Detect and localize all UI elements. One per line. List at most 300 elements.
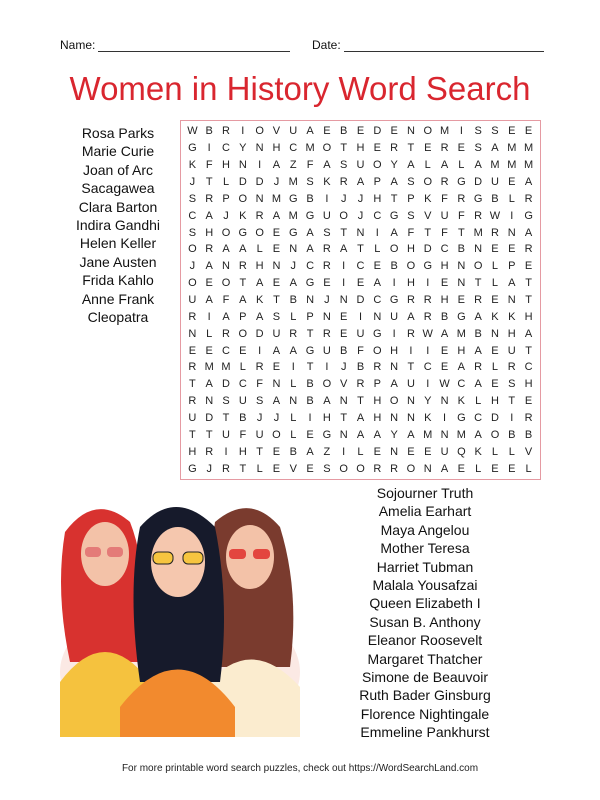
- grid-letter[interactable]: S: [508, 378, 516, 391]
- grid-letter[interactable]: A: [272, 395, 281, 408]
- grid-letter[interactable]: O: [322, 378, 332, 391]
- grid-letter[interactable]: F: [205, 159, 213, 172]
- grid-letter[interactable]: A: [239, 293, 247, 306]
- grid-letter[interactable]: A: [306, 243, 314, 256]
- grid-letter[interactable]: O: [188, 277, 197, 290]
- grid-letter[interactable]: I: [241, 125, 245, 138]
- grid-letter[interactable]: R: [222, 327, 230, 340]
- grid-letter[interactable]: A: [491, 142, 499, 155]
- grid-letter[interactable]: C: [373, 209, 382, 222]
- grid-letter[interactable]: M: [288, 209, 298, 222]
- grid-letter[interactable]: R: [474, 293, 483, 306]
- grid-letter[interactable]: D: [238, 175, 247, 188]
- grid-letter[interactable]: R: [373, 462, 382, 475]
- grid-letter[interactable]: F: [357, 344, 364, 357]
- grid-letter[interactable]: A: [306, 226, 314, 239]
- grid-letter[interactable]: L: [374, 243, 381, 256]
- grid-letter[interactable]: T: [340, 226, 348, 239]
- grid-letter[interactable]: H: [255, 260, 264, 273]
- grid-letter[interactable]: R: [390, 462, 399, 475]
- date-line[interactable]: [344, 40, 544, 52]
- grid-letter[interactable]: B: [508, 428, 516, 441]
- grid-letter[interactable]: N: [406, 395, 415, 408]
- grid-letter[interactable]: A: [524, 327, 533, 340]
- grid-letter[interactable]: V: [272, 125, 281, 138]
- grid-letter[interactable]: A: [289, 344, 297, 357]
- grid-letter[interactable]: E: [272, 361, 281, 374]
- grid-letter[interactable]: R: [322, 243, 331, 256]
- grid-letter[interactable]: L: [508, 445, 515, 458]
- grid-letter[interactable]: T: [340, 142, 348, 155]
- grid-letter[interactable]: R: [474, 209, 483, 222]
- grid-letter[interactable]: G: [389, 293, 399, 306]
- grid-letter[interactable]: H: [406, 277, 415, 290]
- grid-letter[interactable]: U: [188, 293, 197, 306]
- grid-letter[interactable]: G: [373, 327, 382, 340]
- grid-letter[interactable]: P: [373, 175, 381, 188]
- grid-letter[interactable]: J: [290, 260, 296, 273]
- grid-letter[interactable]: L: [222, 175, 230, 188]
- grid-letter[interactable]: R: [188, 361, 197, 374]
- grid-letter[interactable]: C: [188, 209, 197, 222]
- grid-letter[interactable]: N: [507, 293, 516, 306]
- grid-letter[interactable]: O: [406, 260, 416, 273]
- grid-letter[interactable]: T: [457, 226, 465, 239]
- grid-letter[interactable]: H: [490, 395, 499, 408]
- grid-letter[interactable]: R: [440, 175, 449, 188]
- grid-letter[interactable]: R: [289, 327, 298, 340]
- grid-letter[interactable]: N: [306, 293, 315, 306]
- grid-letter[interactable]: T: [340, 411, 348, 424]
- grid-letter[interactable]: E: [272, 462, 281, 475]
- grid-letter[interactable]: H: [390, 344, 399, 357]
- grid-letter[interactable]: D: [356, 293, 365, 306]
- grid-letter[interactable]: B: [457, 243, 466, 256]
- grid-letter[interactable]: R: [255, 209, 264, 222]
- grid-letter[interactable]: A: [205, 209, 213, 222]
- grid-letter[interactable]: E: [390, 125, 398, 138]
- grid-letter[interactable]: U: [322, 209, 331, 222]
- grid-letter[interactable]: D: [423, 243, 432, 256]
- grid-letter[interactable]: U: [406, 378, 415, 391]
- grid-letter[interactable]: E: [272, 445, 281, 458]
- grid-letter[interactable]: C: [238, 378, 247, 391]
- grid-letter[interactable]: M: [204, 361, 214, 374]
- grid-letter[interactable]: J: [189, 260, 196, 273]
- grid-letter[interactable]: P: [239, 310, 247, 323]
- grid-letter[interactable]: P: [222, 192, 230, 205]
- grid-letter[interactable]: U: [440, 209, 449, 222]
- grid-letter[interactable]: G: [389, 209, 399, 222]
- grid-letter[interactable]: H: [524, 378, 533, 391]
- grid-letter[interactable]: R: [406, 293, 415, 306]
- grid-letter[interactable]: O: [188, 243, 197, 256]
- grid-letter[interactable]: T: [390, 192, 398, 205]
- grid-letter[interactable]: Y: [239, 142, 247, 155]
- grid-letter[interactable]: E: [491, 378, 499, 391]
- grid-letter[interactable]: E: [356, 125, 365, 138]
- grid-letter[interactable]: O: [373, 159, 382, 172]
- grid-letter[interactable]: U: [222, 428, 230, 441]
- grid-letter[interactable]: G: [305, 209, 315, 222]
- grid-letter[interactable]: G: [473, 192, 483, 205]
- grid-letter[interactable]: G: [188, 462, 197, 475]
- grid-letter[interactable]: I: [392, 277, 396, 290]
- grid-letter[interactable]: T: [474, 277, 482, 290]
- grid-letter[interactable]: S: [323, 462, 331, 475]
- grid-letter[interactable]: R: [356, 378, 365, 391]
- grid-letter[interactable]: W: [489, 209, 501, 222]
- grid-letter[interactable]: P: [373, 378, 381, 391]
- grid-letter[interactable]: L: [491, 277, 499, 290]
- grid-letter[interactable]: E: [424, 142, 432, 155]
- grid-letter[interactable]: A: [407, 310, 415, 323]
- grid-letter[interactable]: N: [289, 395, 298, 408]
- grid-letter[interactable]: E: [188, 344, 197, 357]
- grid-letter[interactable]: L: [458, 159, 465, 172]
- grid-letter[interactable]: A: [474, 428, 482, 441]
- grid-letter[interactable]: M: [288, 175, 298, 188]
- grid-letter[interactable]: C: [524, 361, 533, 374]
- grid-letter[interactable]: O: [339, 209, 348, 222]
- grid-letter[interactable]: T: [407, 142, 415, 155]
- grid-letter[interactable]: R: [474, 361, 483, 374]
- grid-letter[interactable]: L: [290, 428, 297, 441]
- grid-letter[interactable]: F: [239, 428, 247, 441]
- grid-letter[interactable]: N: [222, 260, 230, 273]
- grid-letter[interactable]: T: [205, 175, 213, 188]
- grid-letter[interactable]: G: [305, 277, 315, 290]
- grid-letter[interactable]: L: [357, 445, 364, 458]
- grid-letter[interactable]: E: [272, 277, 281, 290]
- grid-letter[interactable]: G: [322, 428, 332, 441]
- grid-letter[interactable]: R: [222, 125, 230, 138]
- grid-letter[interactable]: L: [239, 361, 246, 374]
- grid-letter[interactable]: E: [524, 395, 533, 408]
- grid-letter[interactable]: V: [289, 462, 297, 475]
- grid-letter[interactable]: A: [373, 428, 381, 441]
- grid-letter[interactable]: P: [508, 260, 516, 273]
- grid-letter[interactable]: N: [238, 159, 247, 172]
- grid-letter[interactable]: U: [272, 327, 281, 340]
- grid-letter[interactable]: J: [357, 209, 364, 222]
- grid-letter[interactable]: E: [440, 277, 449, 290]
- grid-letter[interactable]: I: [358, 310, 363, 323]
- grid-letter[interactable]: O: [373, 344, 382, 357]
- grid-letter[interactable]: F: [441, 226, 448, 239]
- grid-letter[interactable]: M: [524, 159, 534, 172]
- grid-letter[interactable]: N: [457, 277, 466, 290]
- grid-letter[interactable]: L: [290, 310, 297, 323]
- grid-letter[interactable]: B: [440, 310, 449, 323]
- grid-letter[interactable]: L: [290, 411, 297, 424]
- grid-letter[interactable]: S: [407, 175, 415, 188]
- grid-letter[interactable]: R: [457, 192, 466, 205]
- grid-letter[interactable]: N: [289, 243, 298, 256]
- grid-letter[interactable]: R: [188, 310, 197, 323]
- grid-letter[interactable]: N: [339, 293, 348, 306]
- grid-letter[interactable]: N: [390, 445, 399, 458]
- grid-letter[interactable]: Y: [390, 428, 398, 441]
- grid-letter[interactable]: R: [188, 395, 197, 408]
- grid-letter[interactable]: L: [491, 445, 499, 458]
- grid-letter[interactable]: A: [272, 344, 281, 357]
- grid-letter[interactable]: B: [306, 192, 314, 205]
- grid-letter[interactable]: T: [189, 428, 196, 441]
- grid-letter[interactable]: R: [423, 293, 432, 306]
- grid-letter[interactable]: M: [490, 159, 500, 172]
- grid-letter[interactable]: S: [474, 142, 482, 155]
- grid-letter[interactable]: G: [188, 142, 197, 155]
- grid-letter[interactable]: N: [440, 395, 449, 408]
- grid-letter[interactable]: T: [273, 293, 280, 306]
- grid-letter[interactable]: K: [424, 192, 432, 205]
- grid-letter[interactable]: R: [222, 462, 230, 475]
- grid-letter[interactable]: O: [406, 462, 416, 475]
- grid-letter[interactable]: I: [308, 411, 312, 424]
- grid-letter[interactable]: I: [443, 411, 447, 424]
- grid-letter[interactable]: T: [508, 395, 516, 408]
- grid-letter[interactable]: E: [424, 445, 432, 458]
- grid-letter[interactable]: J: [273, 175, 280, 188]
- grid-letter[interactable]: R: [524, 243, 533, 256]
- grid-letter[interactable]: D: [373, 125, 382, 138]
- grid-letter[interactable]: T: [357, 243, 364, 256]
- grid-letter[interactable]: A: [474, 310, 482, 323]
- grid-letter[interactable]: E: [440, 361, 449, 374]
- grid-letter[interactable]: E: [440, 344, 449, 357]
- grid-letter[interactable]: K: [255, 293, 264, 306]
- grid-letter[interactable]: C: [423, 361, 432, 374]
- grid-letter[interactable]: U: [289, 125, 298, 138]
- grid-letter[interactable]: F: [222, 293, 230, 306]
- grid-letter[interactable]: E: [508, 462, 516, 475]
- grid-letter[interactable]: I: [342, 445, 346, 458]
- grid-letter[interactable]: A: [356, 411, 365, 424]
- grid-letter[interactable]: R: [205, 243, 214, 256]
- grid-letter[interactable]: S: [323, 226, 331, 239]
- grid-letter[interactable]: H: [507, 327, 516, 340]
- grid-letter[interactable]: E: [508, 243, 516, 256]
- grid-letter[interactable]: R: [373, 361, 382, 374]
- grid-letter[interactable]: E: [491, 344, 499, 357]
- grid-letter[interactable]: L: [475, 462, 482, 475]
- grid-letter[interactable]: M: [524, 142, 534, 155]
- grid-letter[interactable]: O: [238, 327, 248, 340]
- grid-letter[interactable]: S: [255, 395, 264, 408]
- grid-letter[interactable]: T: [256, 445, 263, 458]
- grid-letter[interactable]: W: [422, 327, 433, 340]
- grid-letter[interactable]: A: [390, 378, 398, 391]
- grid-letter[interactable]: L: [491, 361, 499, 374]
- grid-letter[interactable]: D: [205, 411, 214, 424]
- grid-letter[interactable]: R: [524, 411, 533, 424]
- grid-letter[interactable]: G: [288, 192, 298, 205]
- grid-letter[interactable]: R: [255, 361, 264, 374]
- grid-letter[interactable]: R: [322, 260, 331, 273]
- grid-letter[interactable]: H: [205, 226, 214, 239]
- grid-letter[interactable]: G: [524, 209, 533, 222]
- grid-letter[interactable]: E: [407, 445, 415, 458]
- grid-letter[interactable]: A: [340, 243, 348, 256]
- grid-letter[interactable]: L: [256, 243, 263, 256]
- grid-letter[interactable]: I: [392, 327, 396, 340]
- grid-letter[interactable]: U: [238, 395, 247, 408]
- grid-letter[interactable]: E: [457, 293, 466, 306]
- grid-letter[interactable]: L: [525, 462, 532, 475]
- grid-letter[interactable]: S: [407, 209, 415, 222]
- grid-letter[interactable]: N: [272, 378, 281, 391]
- grid-letter[interactable]: E: [373, 142, 381, 155]
- grid-letter[interactable]: S: [340, 159, 348, 172]
- grid-letter[interactable]: R: [390, 142, 399, 155]
- grid-letter[interactable]: I: [224, 445, 228, 458]
- grid-letter[interactable]: A: [323, 395, 331, 408]
- grid-letter[interactable]: G: [288, 226, 298, 239]
- grid-letter[interactable]: G: [457, 175, 466, 188]
- grid-letter[interactable]: U: [507, 344, 516, 357]
- grid-letter[interactable]: T: [239, 462, 247, 475]
- grid-letter[interactable]: M: [456, 327, 466, 340]
- grid-letter[interactable]: J: [189, 175, 196, 188]
- grid-letter[interactable]: A: [289, 277, 297, 290]
- grid-letter[interactable]: D: [490, 411, 499, 424]
- grid-letter[interactable]: B: [474, 327, 482, 340]
- grid-letter[interactable]: E: [491, 243, 499, 256]
- grid-letter[interactable]: A: [474, 159, 482, 172]
- grid-letter[interactable]: H: [373, 395, 382, 408]
- grid-letter[interactable]: U: [356, 327, 365, 340]
- grid-letter[interactable]: A: [239, 243, 247, 256]
- grid-letter[interactable]: H: [222, 159, 230, 172]
- grid-letter[interactable]: U: [356, 159, 365, 172]
- grid-letter[interactable]: M: [439, 125, 450, 138]
- grid-letter[interactable]: R: [205, 445, 214, 458]
- grid-letter[interactable]: A: [524, 226, 533, 239]
- grid-letter[interactable]: P: [306, 310, 314, 323]
- grid-letter[interactable]: B: [289, 293, 297, 306]
- grid-letter[interactable]: L: [491, 260, 499, 273]
- grid-letter[interactable]: T: [407, 361, 415, 374]
- grid-letter[interactable]: T: [239, 277, 247, 290]
- grid-letter[interactable]: M: [221, 361, 231, 374]
- grid-letter[interactable]: J: [206, 462, 212, 475]
- grid-letter[interactable]: E: [306, 428, 314, 441]
- grid-letter[interactable]: I: [409, 344, 413, 357]
- grid-letter[interactable]: R: [339, 175, 348, 188]
- grid-letter[interactable]: N: [272, 260, 281, 273]
- grid-letter[interactable]: I: [426, 277, 430, 290]
- grid-letter[interactable]: K: [457, 395, 466, 408]
- grid-letter[interactable]: S: [491, 125, 499, 138]
- grid-letter[interactable]: E: [491, 293, 499, 306]
- grid-letter[interactable]: A: [508, 277, 516, 290]
- grid-letter[interactable]: H: [356, 142, 365, 155]
- grid-letter[interactable]: H: [524, 310, 533, 323]
- grid-letter[interactable]: T: [189, 378, 196, 391]
- grid-letter[interactable]: I: [426, 378, 430, 391]
- grid-letter[interactable]: I: [459, 125, 463, 138]
- grid-letter[interactable]: F: [441, 192, 448, 205]
- grid-letter[interactable]: E: [340, 310, 348, 323]
- grid-letter[interactable]: N: [373, 310, 382, 323]
- grid-letter[interactable]: V: [340, 378, 348, 391]
- grid-letter[interactable]: E: [272, 226, 281, 239]
- grid-letter[interactable]: M: [473, 226, 483, 239]
- grid-letter[interactable]: C: [440, 243, 449, 256]
- grid-letter[interactable]: F: [256, 378, 263, 391]
- grid-letter[interactable]: F: [407, 226, 415, 239]
- grid-letter[interactable]: D: [222, 378, 230, 391]
- grid-letter[interactable]: B: [306, 378, 314, 391]
- grid-letter[interactable]: U: [255, 428, 264, 441]
- grid-letter[interactable]: S: [188, 192, 197, 205]
- grid-letter[interactable]: A: [222, 243, 230, 256]
- grid-letter[interactable]: C: [457, 378, 466, 391]
- grid-letter[interactable]: S: [306, 175, 314, 188]
- grid-letter[interactable]: O: [221, 277, 231, 290]
- grid-letter[interactable]: J: [340, 192, 347, 205]
- grid-letter[interactable]: B: [524, 428, 533, 441]
- grid-letter[interactable]: T: [222, 411, 230, 424]
- grid-letter[interactable]: E: [272, 243, 281, 256]
- name-field[interactable]: [60, 38, 290, 52]
- grid-letter[interactable]: I: [426, 344, 430, 357]
- grid-letter[interactable]: I: [342, 260, 346, 273]
- grid-letter[interactable]: I: [325, 361, 329, 374]
- grid-letter[interactable]: Y: [424, 395, 432, 408]
- grid-letter[interactable]: A: [407, 159, 415, 172]
- grid-letter[interactable]: E: [356, 277, 365, 290]
- grid-letter[interactable]: O: [490, 428, 500, 441]
- grid-letter[interactable]: N: [406, 125, 415, 138]
- grid-letter[interactable]: E: [205, 277, 213, 290]
- grid-letter[interactable]: V: [524, 445, 533, 458]
- grid-letter[interactable]: M: [456, 428, 466, 441]
- grid-letter[interactable]: H: [406, 243, 415, 256]
- grid-letter[interactable]: E: [491, 462, 499, 475]
- grid-letter[interactable]: O: [356, 462, 365, 475]
- grid-letter[interactable]: H: [238, 445, 247, 458]
- grid-letter[interactable]: A: [390, 226, 398, 239]
- grid-letter[interactable]: Y: [390, 159, 398, 172]
- grid-letter[interactable]: F: [306, 159, 314, 172]
- grid-letter[interactable]: J: [357, 192, 364, 205]
- grid-letter[interactable]: E: [524, 125, 533, 138]
- grid-letter[interactable]: C: [474, 411, 483, 424]
- grid-letter[interactable]: H: [457, 344, 466, 357]
- grid-letter[interactable]: I: [325, 192, 329, 205]
- grid-letter[interactable]: W: [439, 378, 450, 391]
- grid-letter[interactable]: G: [457, 310, 466, 323]
- grid-letter[interactable]: E: [457, 462, 466, 475]
- grid-letter[interactable]: Q: [457, 445, 466, 458]
- grid-letter[interactable]: A: [205, 260, 213, 273]
- grid-letter[interactable]: E: [306, 462, 314, 475]
- grid-letter[interactable]: I: [375, 226, 379, 239]
- grid-letter[interactable]: I: [258, 344, 262, 357]
- grid-letter[interactable]: H: [322, 411, 331, 424]
- grid-letter[interactable]: N: [440, 428, 449, 441]
- grid-letter[interactable]: I: [510, 209, 514, 222]
- grid-letter[interactable]: J: [324, 293, 330, 306]
- grid-letter[interactable]: T: [424, 226, 432, 239]
- grid-letter[interactable]: A: [407, 428, 415, 441]
- grid-letter[interactable]: S: [222, 395, 230, 408]
- grid-letter[interactable]: I: [258, 159, 262, 172]
- grid-letter[interactable]: C: [306, 260, 315, 273]
- grid-letter[interactable]: S: [474, 125, 482, 138]
